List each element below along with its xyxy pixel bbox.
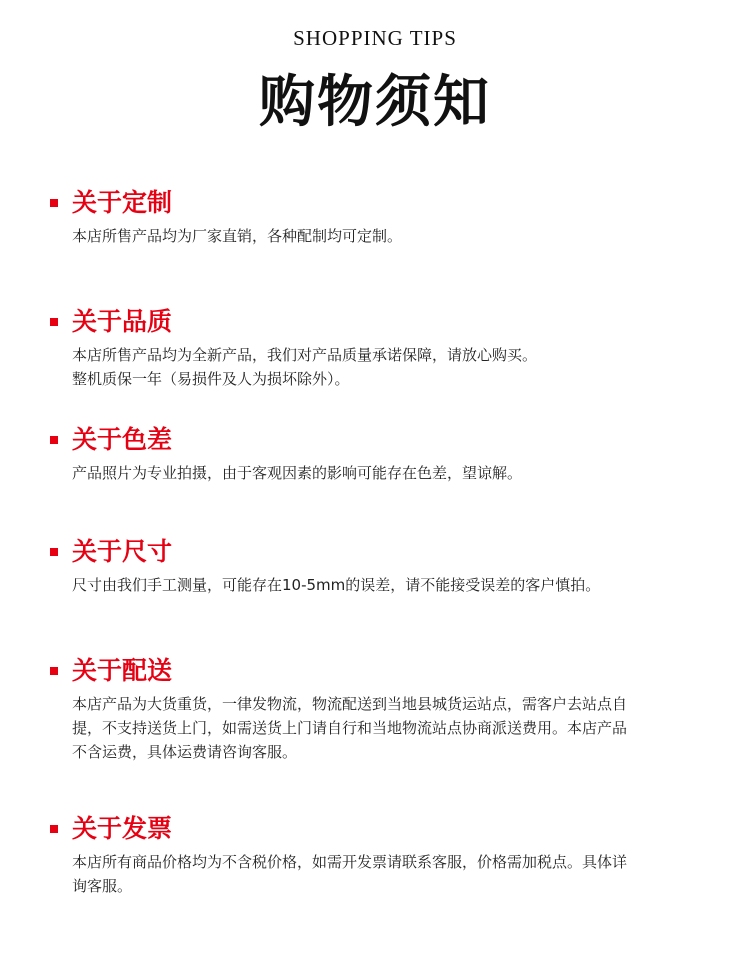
section-title: 关于配送	[72, 656, 173, 685]
section-line: 不含运费，具体运费请咨询客服。	[72, 743, 298, 761]
bullet-square-icon	[50, 199, 58, 207]
section-title: 关于定制	[72, 188, 173, 217]
section-body	[72, 850, 700, 898]
section-color-difference	[50, 423, 700, 485]
section-title: 关于尺寸	[72, 537, 173, 566]
bullet-square-icon	[50, 318, 58, 326]
section-invoice	[50, 812, 700, 898]
section-customization	[50, 186, 700, 248]
bullet-square-icon	[50, 436, 58, 444]
page-title: 购物须知	[259, 69, 491, 135]
section-quality	[50, 305, 700, 391]
section-title: 关于品质	[72, 307, 173, 336]
section-body	[72, 461, 700, 485]
section-line: 询客服。	[72, 877, 133, 895]
section-line: 本店所有商品价格均为不含税价格，如需开发票请联系客服，价格需加税点。具体详	[72, 853, 628, 871]
bullet-square-icon	[50, 667, 58, 675]
section-dimensions	[50, 535, 700, 597]
section-line: 整机质保一年（易损件及人为损坏除外）。	[72, 370, 350, 388]
bullet-square-icon	[50, 548, 58, 556]
section-delivery	[50, 654, 700, 764]
section-body	[72, 224, 700, 248]
section-body	[72, 573, 700, 597]
bullet-square-icon	[50, 825, 58, 833]
eyebrow-title: SHOPPING TIPS	[293, 26, 457, 50]
section-line: 提，不支持送货上门，如需送货上门请自行和当地物流站点协商派送费用。本店产品	[72, 719, 628, 737]
section-line: 尺寸由我们手工测量，可能存在10-5mm的误差，请不能接受误差的客户慎拍。	[72, 576, 601, 594]
section-line: 本店所售产品均为全新产品，我们对产品质量承诺保障，请放心购买。	[72, 346, 538, 364]
section-line: 本店所售产品均为厂家直销，各种配制均可定制。	[72, 227, 403, 245]
section-body	[72, 343, 700, 391]
section-title: 关于发票	[72, 814, 173, 843]
section-body	[72, 692, 700, 764]
section-line: 本店产品为大货重货，一律发物流，物流配送到当地县城货运站点，需客户去站点自	[72, 695, 628, 713]
section-line: 产品照片为专业拍摄，由于客观因素的影响可能存在色差，望谅解。	[72, 464, 523, 482]
section-title: 关于色差	[72, 425, 173, 454]
